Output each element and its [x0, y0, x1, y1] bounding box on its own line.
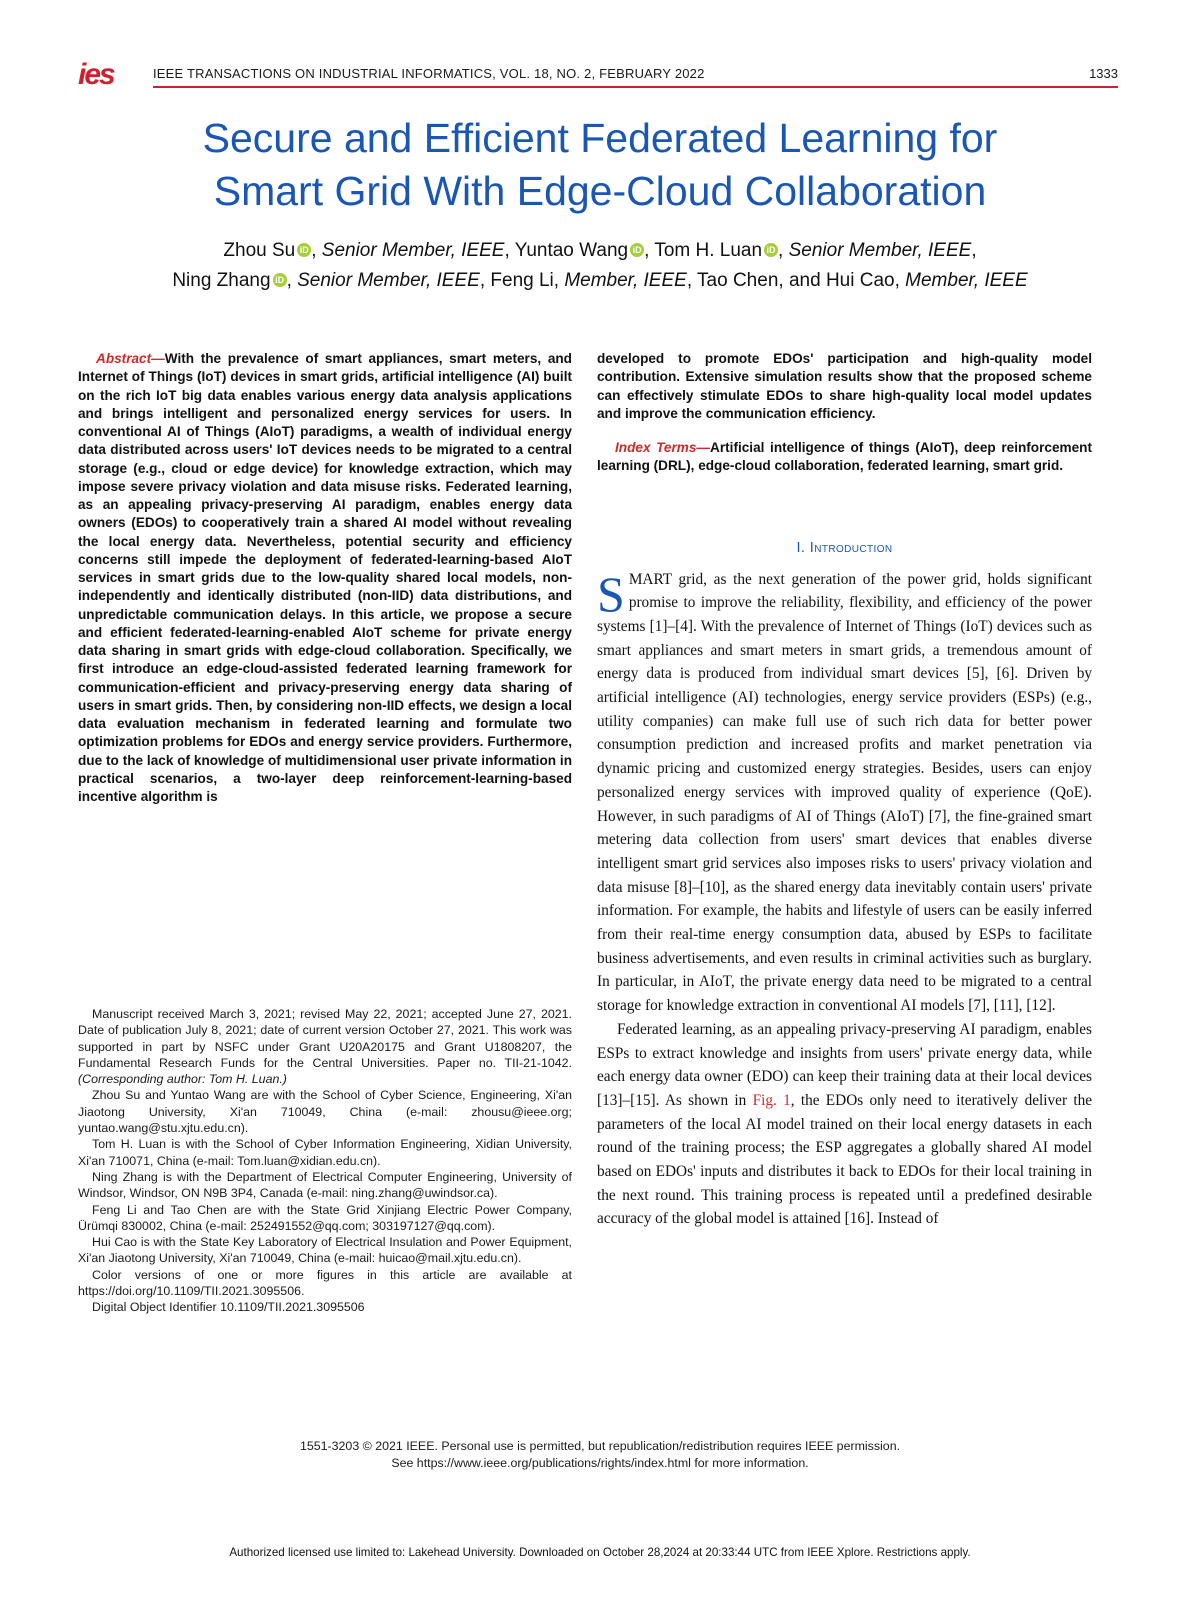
orcid-icon[interactable]: iD: [630, 243, 644, 257]
author-list: [40, 236, 1160, 296]
footnotes: [78, 1006, 572, 1316]
footnote-affiliation: Feng Li and Tao Chen are with the State Grid Xinjiang Electric Power Company, Ürümqi 830002, China (e-mail: 252491552@qq.com; 303197127@qq.com).: [78, 1202, 572, 1233]
license-notice: Authorized licensed use limited to: Lakehead University. Downloaded on October 28,2024 at 20:33:44 UTC from IEEE Xplore. Restrictions apply.: [229, 1546, 971, 1559]
intro-text-1: MART grid, as the next generation of the power grid, holds significant promise to improve the reliability, flexibility, and efficiency of the power systems [1]–[4]. With the prevalence of Internet of Things (IoT) devices such as smart appliances and smart meters in smart grids, a tremendous amount of energy data is produced from individual smart devices [5], [6]. Driven by artificial intelligence (AI) technologies, energy service providers (ESPs) (e.g., utility companies) can make full use of such rich data for better power consumption prediction and increased profits and market penetration via dynamic pricing and customized energy strategies. Besides, users can enjoy personalized energy services with improved quality of experience (QoE). However, in such paradigms of AI of Things (AIoT) [7], the fine-grained smart metering data collection from users' smart devices that enables diverse intelligent smart grid services also imposes risks to users' privacy violation and data misuse [8]–[10], as the shared energy data inevitably contain users' private information. For example, the habits and lifestyle of users can be easily inferred from their real-time energy consumption data, abused by ESPs to facilitate business advertisements, and even results in criminal activities such as burglary. In particular, in AIoT, the private energy data need to be migrated to a central storage for knowledge extraction in conventional AI models [7], [11], [12].: [597, 570, 1092, 1015]
paper-title: [0, 112, 1200, 218]
orcid-icon[interactable]: iD: [297, 243, 311, 257]
abstract-text-left: With the prevalence of smart appliances, smart meters, and Internet of Things (IoT) devices in smart grids, artificial intelligence (AI) built on the rich IoT big data enables various energy data analysis applications and brings intelligent and personalized energy services for users. In conventional AI of Things (AIoT) paradigms, a wealth of individual energy data distributed across users' IoT devices needs to be migrated to a central storage (e.g., cloud or edge device) for knowledge extraction, which may impose severe privacy violation and data misuse risks. Federated learning, as an appealing privacy-preserving AI paradigm, enables energy data owners (EDOs) to cooperatively train a shared AI model without revealing the local energy data. Nevertheless, potential security and efficiency concerns still impede the deployment of federated-learning-based AIoT services in smart grids due to the low-quality shared local models, non-independently and identically distributed (non-IID) data distributions, and unpredictable communication delays. In this article, we propose a secure and efficient federated-learning-enabled AIoT scheme for private energy data sharing in smart grids with edge-cloud collaboration. Specifically, we first introduce an edge-cloud-assisted federated learning framework for communication-efficient and privacy-preserving energy data sharing of users in smart grids. Then, by considering non-IID effects, we design a local data evaluation mechanism in federated learning and formulate two optimization problems for EDOs and energy service providers. Furthermore, due to the lack of knowledge of multidimensional user private information in practical scenarios, a two-layer deep reinforcement-learning-based incentive algorithm is: [78, 351, 572, 804]
author-line-2: Ning Zhang iD , Senior Member, IEEE, Feng Li, Member, IEEE, Tao Chen, and Hui Cao, Member, IEEE: [172, 270, 1028, 291]
index-terms: [597, 439, 1092, 476]
intro-paragraph-1: [597, 565, 1092, 1018]
author-name: Feng Li: [490, 270, 554, 291]
intro-paragraph-2: [597, 1018, 1092, 1231]
abstract-continued: developed to promote EDOs' participation and high-quality model contribution. Extensive simulation results show that the proposed scheme can effectively stimulate EDOs to share high-quality local model updates and improve the communication efficiency.: [597, 351, 1092, 421]
page-number: 1333: [1089, 66, 1118, 81]
orcid-icon[interactable]: iD: [764, 243, 778, 257]
author-name: Ning Zhang: [172, 270, 271, 291]
footnote-affiliation: Tom H. Luan is with the School of Cyber Information Engineering, Xidian University, Xi'an 710071, China (e-mail: Tom.luan@xidian.edu.cn).: [78, 1137, 572, 1168]
intro-text-2b: , the EDOs only need to iteratively deliver the parameters of the local AI model trained on their local energy datasets in each round of the training process; the ESP aggregates a globally shared AI model based on EDOs' inputs and distributes it back to EDOs for their local training in the next round. This training process is repeated until a predefined desirable accuracy of the global model is attained [16]. Instead of: [597, 1091, 1093, 1228]
author-role: Senior Member, IEEE: [321, 240, 505, 261]
author-name: Hui Cao: [825, 270, 895, 291]
section-title: Introduction: [809, 539, 893, 556]
corresponding-author: (Corresponding author: Tom H. Luan.): [78, 1072, 287, 1087]
header-rule: [153, 86, 1118, 88]
footnote-doi: Digital Object Identifier 10.1109/TII.2021.3095506: [92, 1300, 365, 1315]
figure-link[interactable]: Fig. 1: [752, 1091, 791, 1109]
title-line-1: Secure and Efficient Federated Learning for: [202, 115, 998, 161]
copyright-line-1: 1551-3203 © 2021 IEEE. Personal use is permitted, but republication/redistribution requires IEEE permission.: [299, 1439, 901, 1453]
footnote-text: Manuscript received March 3, 2021; revised May 22, 2021; accepted June 27, 2021. Date of publication July 8, 2021; date of current version October 27, 2021. This work was supported in part by NSFC under Grant U20A20175 and Grant U1808207, the Fundamental Research Funds for the Central Universities. Paper no. TII-21-1042.: [78, 1007, 572, 1070]
running-header: [78, 60, 1118, 90]
footnote-affiliation: Zhou Su and Yuntao Wang are with the School of Cyber Science, Engineering, Xi'an Jiaotong University, Xi'an 710049, China (e-mail: zhousu@ieee.org; yuntao.wang@stu.xjtu.edu.cn).: [78, 1088, 572, 1136]
index-terms-label: Index Terms—: [615, 440, 711, 455]
author-name: Zhou Su: [223, 240, 296, 261]
section-heading: [597, 540, 1092, 556]
title-line-2: Smart Grid With Edge-Cloud Collaboration: [213, 168, 987, 214]
left-column: [78, 350, 572, 806]
copyright-notice: [0, 1438, 1200, 1472]
footnote-affiliation: Hui Cao is with the State Key Laboratory of Electrical Insulation and Power Equipment, Xi'an Jiaotong University, Xi'an 710049, China (e-mail: huicao@mail.xjtu.edu.cn).: [78, 1235, 572, 1266]
abstract: [78, 350, 572, 806]
orcid-icon[interactable]: iD: [273, 273, 287, 287]
author-name: Tao Chen: [697, 270, 779, 291]
drop-cap: S: [597, 565, 625, 622]
author-name: Yuntao Wang: [514, 240, 629, 261]
index-terms-text: Artificial intelligence of things (AIoT), deep reinforcement learning (DRL), edge-cloud collaboration, federated learning, smart grid.: [597, 440, 1092, 474]
copyright-line-2: See https://www.ieee.org/publications/rights/index.html for more information.: [391, 1456, 809, 1470]
author-role: Member, IEEE: [564, 270, 687, 291]
intro-text-2a: Federated learning, as an appealing privacy-preserving AI paradigm, enables ESPs to extract knowledge and insights from users' private energy data, while each energy data owner (EDO) can keep their training data at their local devices [13]–[15]. As shown in: [597, 1020, 1092, 1109]
journal-name: IEEE TRANSACTIONS ON INDUSTRIAL INFORMATICS, VOL. 18, NO. 2, FEBRUARY 2022: [153, 66, 705, 81]
footnote-color-note: Color versions of one or more figures in this article are available at https://doi.org/10.1109/TII.2021.3095506.: [78, 1267, 572, 1299]
footnote-affiliation: Ning Zhang is with the Department of Electrical Computer Engineering, University of Windsor, Windsor, ON N9B 3P4, Canada (e-mail: ning.zhang@uwindsor.ca).: [78, 1169, 572, 1201]
author-line-1: Zhou Su iD , Senior Member, IEEE, Yuntao Wang iD , Tom H. Luan iD , Senior Member, IEEE,: [223, 240, 977, 261]
section-number: I.: [796, 539, 806, 556]
author-role: Member, IEEE: [905, 270, 1028, 291]
author-role: Senior Member, IEEE: [788, 240, 972, 261]
abstract-label: Abstract—: [96, 351, 165, 366]
ies-logo: ies: [78, 58, 114, 91]
author-name: Tom H. Luan: [654, 240, 763, 261]
author-role: Senior Member, IEEE: [297, 270, 480, 291]
right-column: [597, 350, 1092, 1231]
footnote-manuscript: [78, 1006, 572, 1087]
